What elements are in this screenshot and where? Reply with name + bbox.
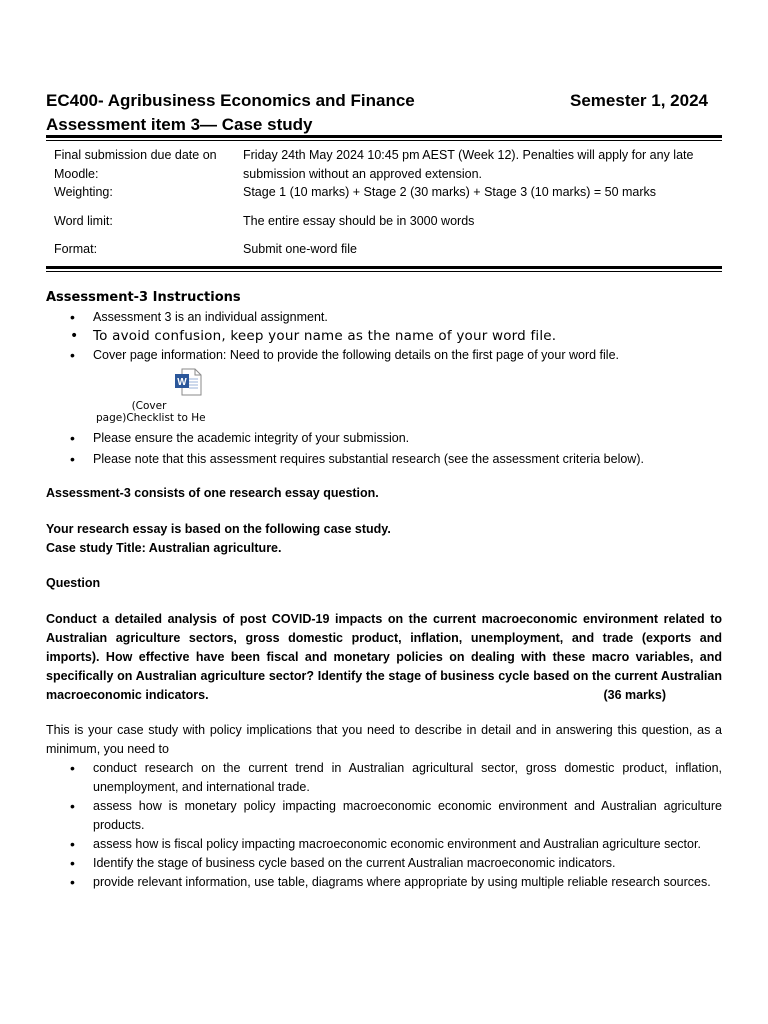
document-header xyxy=(46,89,722,137)
list-item: • To avoid confusion, keep your name as the name of your word file. xyxy=(46,327,722,346)
list-item: • assess how is monetary policy impacting macroeconomic economic environment and Australian agriculture products. xyxy=(46,797,722,835)
case-study-title: Case study Title: Australian agriculture. xyxy=(46,541,282,555)
requirements-list xyxy=(46,759,722,892)
list-item: • conduct research on the current trend in Australian agricultural sector, gross domestic product, inflation, unemployment, and international trade. xyxy=(46,759,722,797)
assessment-title: Assessment item 3— Case study xyxy=(46,115,313,134)
info-label: Weighting: xyxy=(54,185,113,199)
list-item: • provide relevant information, use table, diagrams where appropriate by using multiple reliable research sources. xyxy=(46,873,722,892)
divider xyxy=(46,140,722,141)
list-item: • Please ensure the academic integrity of your submission. xyxy=(46,429,722,448)
attachment-caption xyxy=(94,400,204,424)
info-label: Final submission due date on Moodle: xyxy=(54,148,217,181)
list-item: • Please note that this assessment requires substantial research (see the assessment criteria below). xyxy=(46,450,722,469)
divider xyxy=(46,271,722,272)
question-marks: (36 marks) xyxy=(603,688,666,702)
instructions-title: Assessment-3 Instructions xyxy=(46,290,241,305)
instructions-list xyxy=(46,308,722,365)
caption-line: page)Checklist to He xyxy=(96,412,206,424)
question-body: Conduct a detailed analysis of post COVID-19 impacts on the current macroeconomic environment related to Australian agriculture sectors, gross domestic product, inflation, unemployment, and trade (exports and imports). How effective have been fiscal and monetary policies on dealing with these macro variables, and specifically on Australian agriculture sector? Identify the stage of business cycle based on the current Australian macroeconomic indicators. xyxy=(46,612,722,702)
info-value: Stage 1 (10 marks) + Stage 2 (30 marks) + Stage 3 (10 marks) = 50 marks xyxy=(243,185,657,199)
list-item: • Cover page information: Need to provide the following details on the first page of your word file. xyxy=(46,346,722,365)
list-item: • assess how is fiscal policy impacting macroeconomic economic environment and Australian agriculture sector. xyxy=(46,835,722,854)
svg-text:W: W xyxy=(177,377,187,388)
course-title: EC400- Agribusiness Economics and Finance xyxy=(46,91,415,110)
info-value: Friday 24th May 2024 10:45 pm AEST (Week 12). Penalties will apply for any late submission without an approved extension. xyxy=(243,148,694,181)
word-document-icon[interactable] xyxy=(174,368,202,396)
requirements-intro: This is your case study with policy implications that you need to describe in detail and in answering this question, as a minimum, you need to xyxy=(46,723,722,756)
divider xyxy=(46,266,722,269)
info-label: Format: xyxy=(54,242,98,256)
case-study-intro: Your research essay is based on the following case study. xyxy=(46,522,391,536)
info-label: Word limit: xyxy=(54,214,113,228)
divider xyxy=(46,135,722,138)
caption-line: (Cover xyxy=(131,400,167,412)
list-item: • Identify the stage of business cycle based on the current Australian macroeconomic indicators. xyxy=(46,854,722,873)
instructions-list-continued xyxy=(46,429,722,469)
cover-page-attachment[interactable] xyxy=(94,368,204,428)
essay-consists: Assessment-3 consists of one research essay question. xyxy=(46,486,379,500)
list-item: • Assessment 3 is an individual assignment. xyxy=(46,308,722,327)
question-text xyxy=(46,610,722,705)
info-value: The entire essay should be in 3000 words xyxy=(243,214,475,228)
question-label: Question xyxy=(46,576,101,590)
semester-label: Semester 1, 2024 xyxy=(570,91,708,110)
info-value: Submit one-word file xyxy=(243,242,357,256)
